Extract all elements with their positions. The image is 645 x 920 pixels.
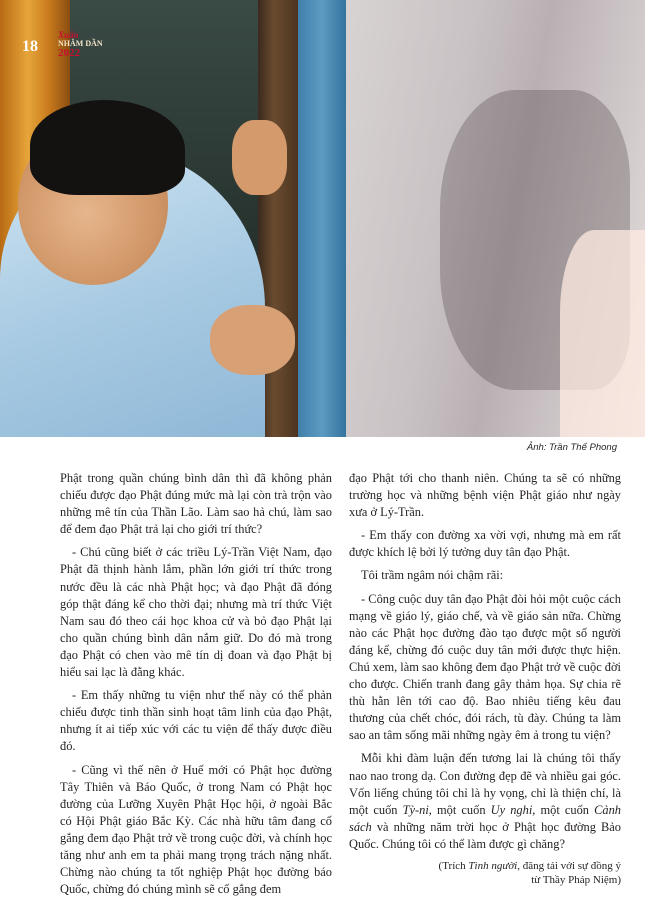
photo-credit: Ảnh: Trần Thế Phong [526,442,617,453]
text-run: , một cuốn [532,802,595,817]
article-column-left [60,470,332,904]
paragraph: - Chú cũng biết ở các triều Lý-Trần Việt Nam, đạo Phật đã thịnh hành lắm, phần lớn giới trí thức trong nước đều là các nhà Phật học; và đạo Phật đã đóng góp thật đáng kể cho thời đại; nhưng mà trí thức Việt Nam sau đó theo cái học khoa cử và bỏ đạo Phật lại cho quần chúng bình dân nắm giữ. Do đó mà trong đạo Phật có chen vào mê tín dị đoan và đạo Phật bị hiểu sai lạc là đằng khác. [60,545,332,680]
light-patch [560,230,645,437]
cover-photo [0,0,645,437]
paragraph: - Em thấy những tu viện như thế này có thể phản chiếu được tinh thần sinh hoạt tâm linh của đạo Phật, nhưng ít ai tiếp xúc với các tu viện để thấy được điều đó. [60,688,332,754]
source-citation [349,859,621,887]
citation-line2: từ Thầy Pháp Niệm) [531,873,621,886]
magazine-logo-line2: NHÂM DẦN [58,39,103,48]
paragraph: Tôi trầm ngâm nói chậm rãi: [361,568,504,583]
page-number: 18 [22,38,38,55]
final-paragraph [349,750,621,853]
citation-prefix: (Trích [438,859,469,872]
paragraph: đạo Phật tới cho thanh niên. Chúng ta sẽ có những trường học và những bệnh viện Phật giáo như ngày xưa ở Lý-Trần. [349,471,621,520]
book-title: Uy nghi [490,802,533,817]
paragraph: - Cũng vì thế nên ở Huế mới có Phật học đường Tây Thiên và Báo Quốc, ở trong Nam có Phật học đường của Lưỡng Xuyên Phật Học hội, ở ngoài Bắc có Hội Phật giáo Bắc Kỳ. Các nhà hữu tâm đang cố gắng đem đạo Phật trở về trong cuộc đời, và chính học tăng như anh em ta phải mang trọng trách nặng nhất. Chừng nào chúng ta tốt nghiệp Phật học đường báo Quốc, chừng đó chúng mình sẽ cố gắng đem [60,762,332,897]
text-run: và những năm trời học ở Phật học đường Bảo Quốc. Chúng tôi có thể làm được gì chăng? [349,819,621,851]
magazine-logo-year: 2022 [58,47,80,59]
boy-hand-lower [210,305,295,375]
blue-door-panel [298,0,346,437]
paragraph: - Em thấy con đường xa vời vợi, nhưng mà em rất được khích lệ bởi lý tưởng duy tân đạo Phật. [349,528,621,560]
article-column-right [349,470,621,887]
paragraph: - Công cuộc duy tân đạo Phật đòi hỏi một cuộc cách mạng về giáo lý, giáo chế, và về giáo sản nữa. Chừng nào các Phật học đường đào tạo được một số người đáng kể, chừng đó cuộc duy tân mới được thực hiện. Chú xem, làm sao không đem đạo Phật trở về cuộc đời cho được. Chiến tranh đang gây thảm họa. Sự chia rẽ thù hằn lên tới cao độ. Bao nhiêu tiếng kêu đau thương của chết chóc, đói rách, tù đày. Chúng ta làm sao an tâm sống mãi những ngày êm ả trong tu viện? [349,591,621,743]
text-run: , một cuốn [428,802,491,817]
book-title: Tỳ-ni [402,802,429,817]
citation-title: Tình người [468,859,518,872]
boy-hair [30,100,185,195]
magazine-logo-line1: Xuân [58,30,79,40]
citation-suffix: , đăng tải với sự đồng ý [517,859,621,872]
paragraph: Phật trong quần chúng bình dân thì đã không phản chiếu được đạo Phật đúng mức mà lại còn trà trộn vào những mê tín của Thần Lão. Làm sao hả chú, làm sao để đem đạo Phật trả lại cho giới trí thức? [60,471,332,537]
book-title: Cảnh sách [349,802,621,834]
boy-hand-upper [232,120,287,195]
text-run: Mỗi khi đàm luận đến tương lai là chúng tôi thấy nao nao trong dạ. Con đường đẹp đẽ và nhiều gai góc. Vốn liếng chúng tôi chỉ là hy vọng, chỉ là thiện chí, là một cuốn [349,751,621,817]
magazine-logo [58,31,138,59]
